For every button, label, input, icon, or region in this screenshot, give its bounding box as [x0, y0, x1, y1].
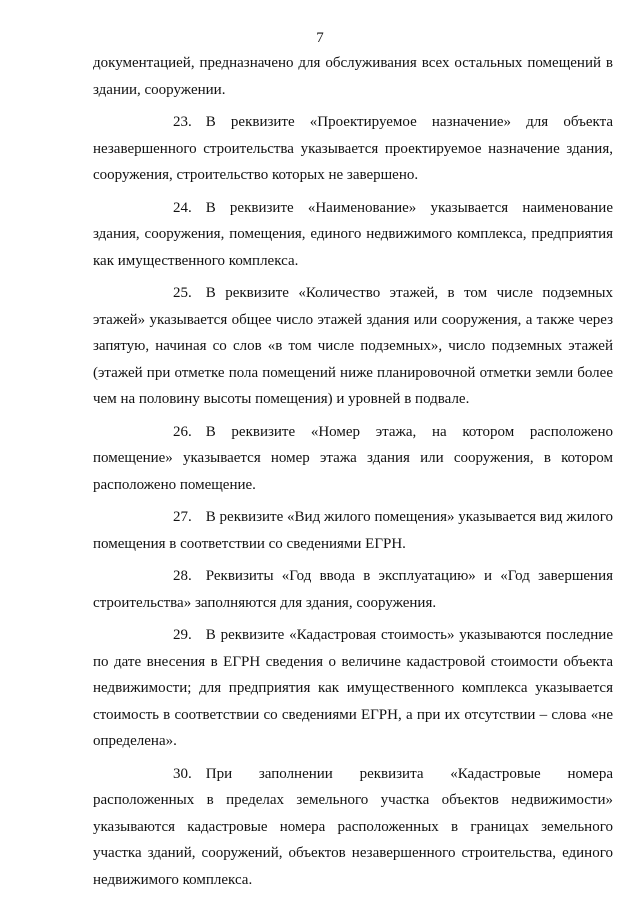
paragraph-28 [93, 563, 613, 616]
paragraph-number: 28. [173, 568, 192, 584]
paragraph-24 [93, 195, 613, 275]
paragraph-29 [93, 622, 613, 755]
paragraph-26 [93, 419, 613, 499]
paragraph-number: 23. [173, 114, 192, 130]
paragraph-text: В реквизите «Наименование» указывается наименование здания, сооружения, помещения, единого недвижимого комплекса, предприятия как имущественного комплекса. [93, 199, 613, 269]
paragraph-number: 27. [173, 509, 192, 525]
paragraph-30 [93, 761, 613, 894]
paragraph-continuation [93, 50, 613, 103]
paragraph-23 [93, 109, 613, 189]
paragraph-text: В реквизите «Вид жилого помещения» указывается вид жилого помещения в соответствии со сведениями ЕГРН. [93, 509, 613, 552]
paragraph-text: В реквизите «Номер этажа, на котором расположено помещение» указывается номер этажа здания или сооружения, в котором расположено помещение. [93, 423, 613, 493]
paragraph-text: Реквизиты «Год ввода в эксплуатацию» и «Год завершения строительства» заполняются для здания, сооружения. [93, 568, 613, 611]
paragraph-number: 24. [173, 199, 192, 216]
document-body [93, 50, 613, 899]
paragraph-number: 29. [173, 627, 192, 643]
paragraph-text: В реквизите «Кадастровая стоимость» указываются последние по дате внесения в ЕГРН сведения о величине кадастровой стоимости объекта недвижимости; для предприятия как имущественного комплекса указывается стоимость в соответствии со сведениями ЕГРН, а при их отсутствии – слова «не определена». [93, 627, 613, 749]
paragraph-27 [93, 504, 613, 557]
paragraph-text: В реквизите «Проектируемое назначение» для объекта незавершенного строительства указывается проектируемое назначение здания, сооружения, строительство которых не завершено. [93, 114, 613, 183]
paragraph-number: 26. [173, 423, 192, 440]
paragraph-text: В реквизите «Количество этажей, в том числе подземных этажей» указывается общее число этажей здания или сооружения, а также через запятую, начиная со слов «в том числе подземных», число подземных этажей (этажей при отметке пола помещений ниже планировочной отметки земли более чем на половину высоты помещения) и уровней в подвале. [93, 285, 613, 407]
paragraph-text: При заполнении реквизита «Кадастровые номера расположенных в пределах земельного участка объектов недвижимости» указываются кадастровые номера расположенных в границах земельного участка зданий, сооружений, объектов незавершенного строительства, единого недвижимого комплекса. [93, 765, 613, 888]
page-number: 7 [316, 30, 324, 46]
paragraph-number: 25. [173, 285, 192, 301]
paragraph-25 [93, 280, 613, 413]
paragraph-text: документацией, предназначено для обслуживания всех остальных помещений в здании, сооружении. [93, 55, 613, 98]
paragraph-number: 30. [173, 765, 192, 782]
